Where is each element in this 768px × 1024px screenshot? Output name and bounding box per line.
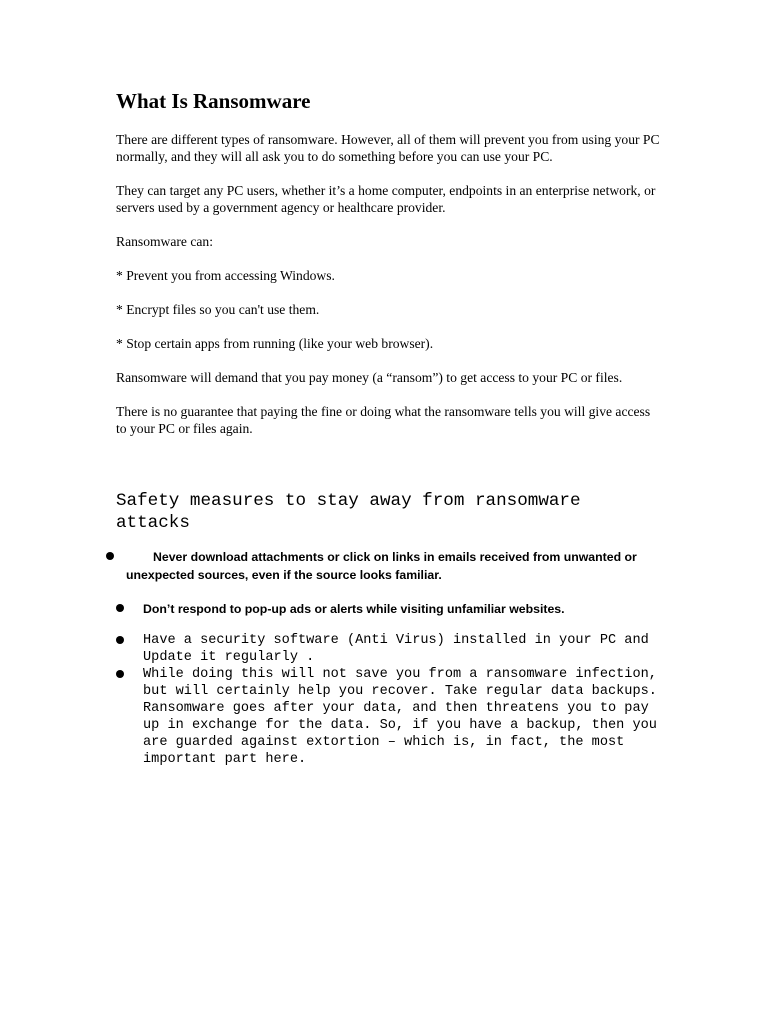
safety-item-text: Don’t respond to pop-up ads or alerts while visiting unfamiliar websites. [143, 602, 565, 616]
capability-item: * Encrypt files so you can't use them. [116, 302, 320, 317]
capability-item: * Prevent you from accessing Windows. [116, 268, 335, 283]
safety-list [116, 548, 661, 768]
guarantee-paragraph: There is no guarantee that paying the fine or doing what the ransomware tells you will give access to your PC or files again. [116, 404, 651, 436]
list-item [116, 632, 661, 666]
document-page [116, 88, 661, 768]
safety-item-text: While doing this will not save you from a ransomware infection, but will certainly help you recover. Take regular data backups. Ransomware goes after your data, and then threatens you to pay up in exchange for the data. So, if you have a backup, then you are guarded against extortion – which is, in fact, the most important part here. [143, 667, 657, 767]
list-item [116, 666, 661, 768]
bullet-icon [106, 552, 114, 560]
capability-item: * Stop certain apps from running (like your web browser). [116, 336, 434, 351]
section-spacer [116, 454, 661, 490]
list-item [116, 548, 661, 584]
capabilities-lead: Ransomware can: [116, 234, 214, 249]
ransom-paragraph: Ransomware will demand that you pay money (a “ransom”) to get access to your PC or files. [116, 370, 623, 385]
safety-item-text: Never download attachments or click on links in emails received from unwanted or unexpected sources, even if the source looks familiar. [126, 550, 637, 582]
safety-heading: Safety measures to stay away from ransomware attacks [116, 491, 581, 533]
intro-paragraph: There are different types of ransomware. However, all of them will prevent you from using your PC normally, and they will all ask you to do something before you can use your PC. [116, 132, 660, 164]
bullet-icon [116, 636, 124, 644]
list-item [116, 600, 661, 618]
safety-item-text: Have a security software (Anti Virus) installed in your PC and Update it regularly . [143, 633, 649, 665]
bullet-icon [116, 604, 124, 612]
bullet-icon [116, 670, 124, 678]
targets-paragraph: They can target any PC users, whether it’s a home computer, endpoints in an enterprise network, or servers used by a government agency or healthcare provider. [116, 183, 656, 215]
page-title: What Is Ransomware [116, 89, 311, 113]
